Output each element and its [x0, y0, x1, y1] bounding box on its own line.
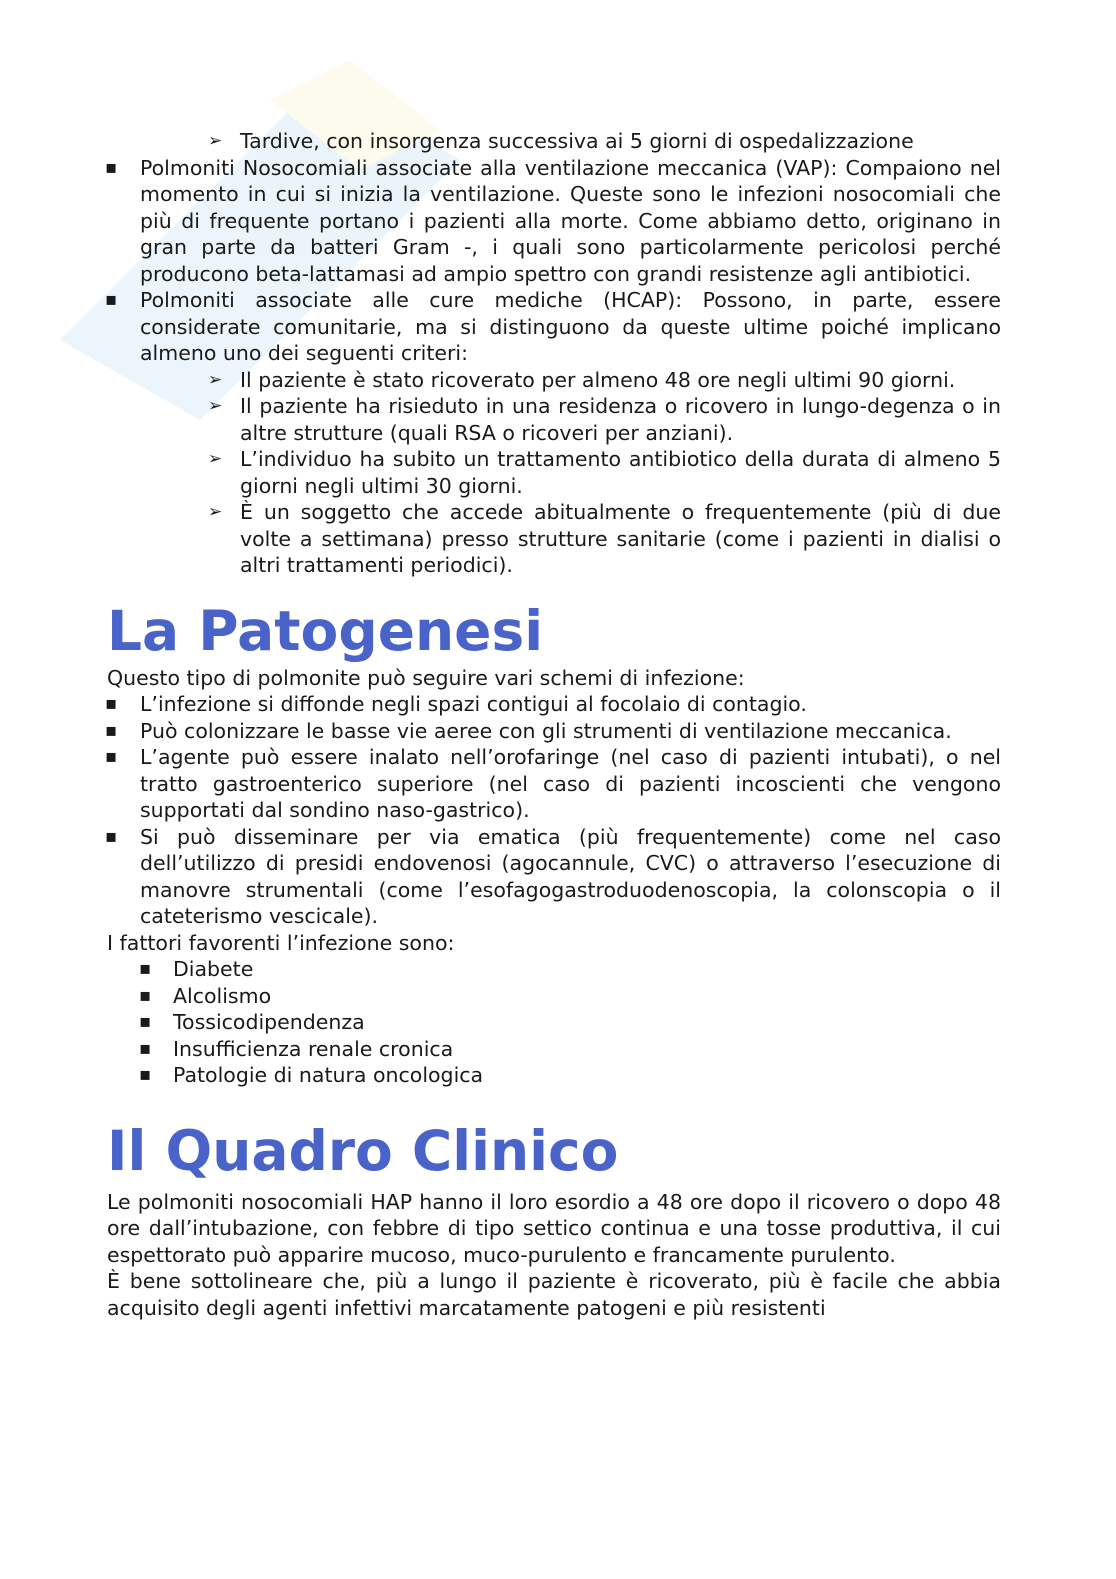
- arrow-bullet-icon: ➢: [208, 449, 223, 469]
- clinico-paragraph-2-text: È bene sottolineare che, più a lungo il paziente è ricoverato, più è facile che abbia acquisito degli agenti infettivi marcatamente patogeni e più resistenti: [107, 1269, 1001, 1320]
- list-item: [107, 1062, 1001, 1089]
- list-item-text: Polmoniti Nosocomiali associate alla ventilazione meccanica (VAP): Compaiono nel momento in cui si inizia la ventilazione. Queste sono le infezioni nosocomiali che più di frequente portano i pazienti alla morte. Come abbiamo detto, originano in gran parte da batteri Gram -, i quali sono particolarmente pericolosi perché producono beta-lattamasi ad ampio spettro con grandi resistenze agli antibiotici.: [140, 155, 1001, 286]
- pneumonia-types-list: [107, 155, 1001, 367]
- criteria-item: [107, 393, 1001, 446]
- clinico-paragraph-2: [107, 1268, 1001, 1321]
- list-item-text: Polmoniti associate alle cure mediche (HCAP): Possono, in parte, essere considerate comunitarie, ma si distinguono da queste ultime poiché implicano almeno uno dei seguenti criteri:: [140, 288, 1001, 365]
- list-item: [107, 744, 1001, 824]
- criteria-item: [107, 446, 1001, 499]
- list-item: [107, 956, 1001, 983]
- list-item-text: Patologie di natura oncologica: [173, 1063, 484, 1087]
- arrow-bullet-icon: ➢: [208, 396, 223, 416]
- clinico-paragraph-1: Le polmoniti nosocomiali HAP hanno il loro esordio a 48 ore dopo il ricovero o dopo 48 ore dall’intubazione, con febbre di tipo settico continua e una tosse produttiva, il cui espettorato può apparire mucoso, muco-purulento e francamente purulento.: [107, 1189, 1001, 1267]
- list-item: [107, 983, 1001, 1010]
- list-item-text: Può colonizzare le basse vie aeree con gli strumenti di ventilazione meccanica.: [140, 718, 952, 743]
- heading-patogenesi: La Patogenesi: [107, 598, 544, 663]
- list-item-text: L’infezione si diffonde negli spazi contigui al focolaio di contagio.: [140, 692, 807, 716]
- arrow-bullet-icon: ➢: [208, 369, 223, 390]
- list-item-text: Diabete: [173, 957, 254, 981]
- criteria-item: [107, 499, 1001, 579]
- list-item: [107, 691, 1001, 718]
- list-item-text: L’agente può essere inalato nell’orofaringe (nel caso di pazienti intubati), o nel tratto gastroenterico superiore (nel caso di pazienti incoscienti che vengono supportati dal sondino naso-gastrico).: [140, 745, 1001, 822]
- heading-quadro-clinico: Il Quadro Clinico: [107, 1118, 619, 1183]
- criteria-item: [107, 367, 1001, 394]
- patogenesi-list: [107, 691, 1001, 930]
- continuation-arrow-item: [107, 128, 1001, 155]
- arrow-item-text: Tardive, con insorgenza successiva ai 5 giorni di ospedalizzazione: [240, 129, 914, 153]
- criteria-text: Il paziente è stato ricoverato per almeno 48 ore negli ultimi 90 giorni.: [240, 367, 956, 392]
- list-item-hcap: [107, 287, 1001, 367]
- list-item: [107, 1036, 1001, 1063]
- criteria-text: Il paziente ha risieduto in una residenza o ricovero in lungo-degenza o in altre strutture (quali RSA o ricoveri per anziani).: [240, 394, 1001, 445]
- arrow-bullet-icon: ➢: [208, 131, 223, 151]
- risk-factors-list: [107, 956, 1001, 1089]
- list-item-text: Insufficienza renale cronica: [173, 1036, 454, 1061]
- criteria-text: L’individuo ha subito un trattamento antibiotico della durata di almeno 5 giorni negli ultimi 30 giorni.: [240, 447, 1001, 498]
- list-item: [107, 1009, 1001, 1036]
- list-item-text: Tossicodipendenza: [173, 1010, 365, 1034]
- list-item-text: Si può disseminare per via ematica (più frequentemente) come nel caso dell’utilizzo di presidi endovenosi (agocannule, CVC) o attraverso l’esecuzione di manovre strumentali (come l’esofagogastroduodenoscopia, la colonscopia o il cateterismo vescicale).: [140, 824, 1001, 928]
- patogenesi-intro: Questo tipo di polmonite può seguire vari schemi di infezione:: [107, 665, 745, 690]
- arrow-bullet-icon: ➢: [208, 502, 223, 522]
- criteria-text: È un soggetto che accede abitualmente o frequentemente (più di due volte a settimana) presso strutture sanitarie (come i pazienti in dialisi o altri trattamenti periodici).: [240, 500, 1001, 577]
- hcap-criteria-list: [107, 367, 1001, 579]
- list-item-text: Alcolismo: [173, 983, 272, 1008]
- list-item-vap: [107, 155, 1001, 288]
- list-item: [107, 824, 1001, 930]
- list-item: [107, 718, 1001, 745]
- factors-intro: I fattori favorenti l’infezione sono:: [107, 930, 455, 955]
